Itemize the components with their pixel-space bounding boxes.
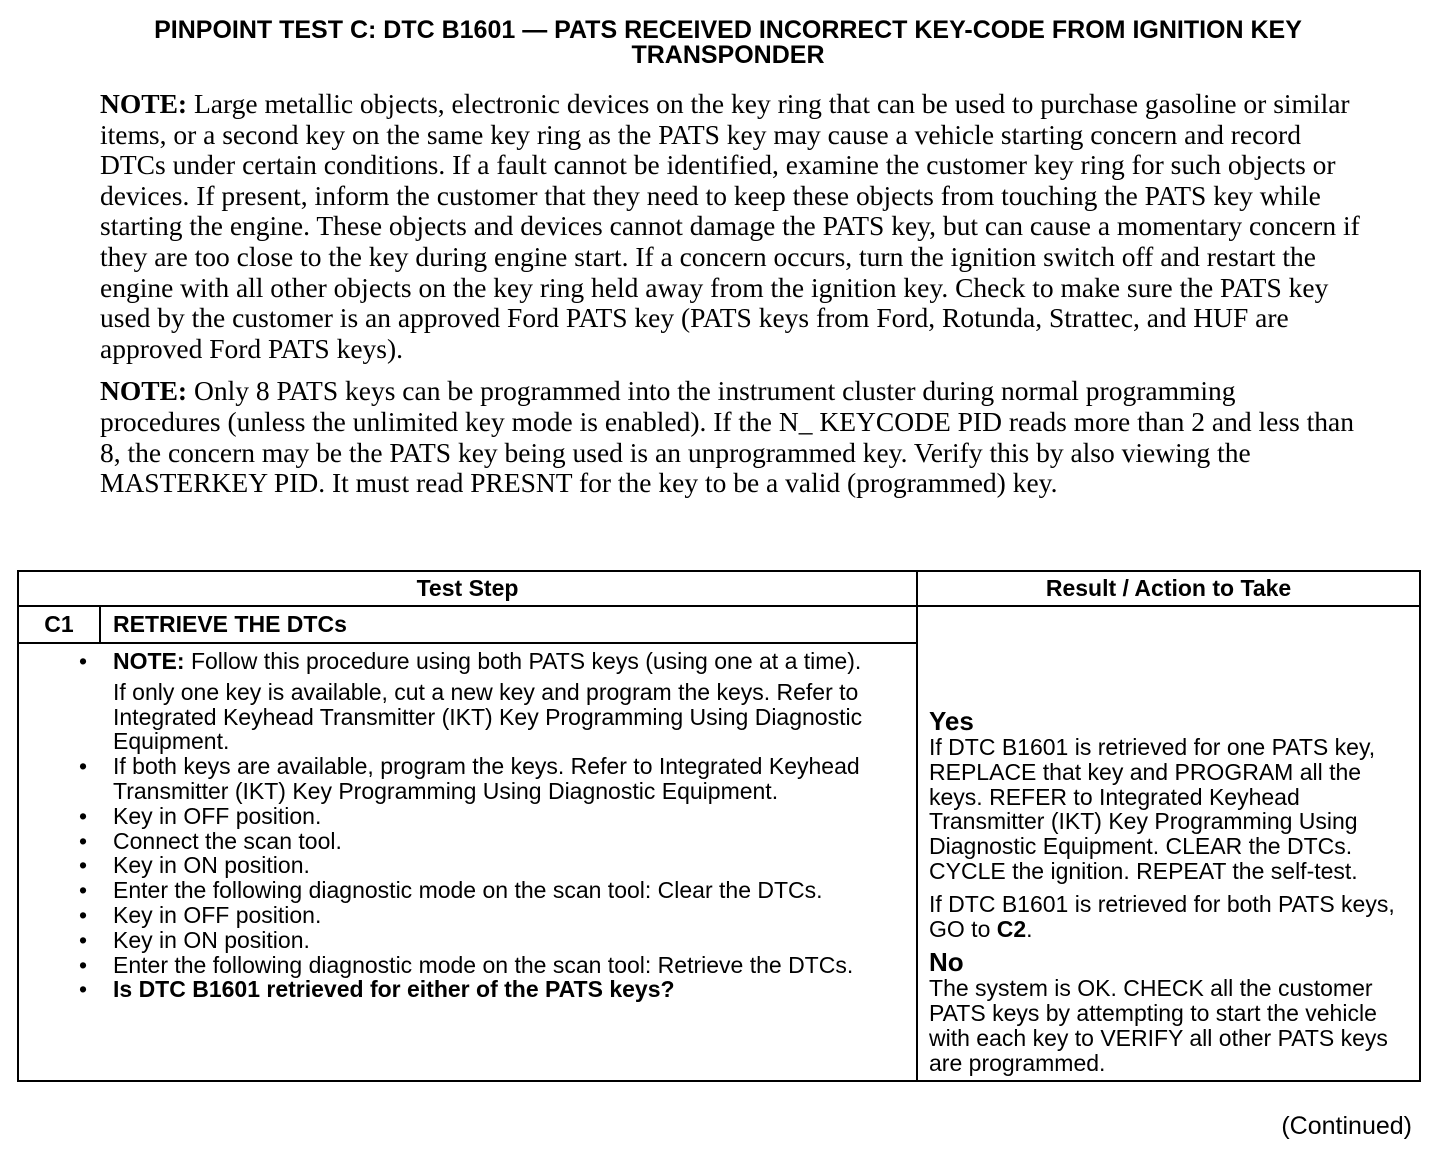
note-label: NOTE:: [100, 375, 188, 407]
procedure-question: Is DTC B1601 retrieved for either of the PATS keys?: [113, 976, 675, 1003]
step-title: RETRIEVE THE DTCs: [100, 606, 917, 643]
bullet-icon: •: [79, 877, 88, 904]
step-title-row: [18, 606, 1420, 643]
list-item: [79, 976, 896, 1003]
result-yes-label: Yes: [929, 706, 974, 736]
bullet-icon: •: [79, 901, 88, 928]
result-yes-both-text: If DTC B1601 is retrieved for both PATS keys, GO to: [929, 890, 1395, 942]
list-item: [79, 753, 896, 804]
header-test-step: Test Step: [18, 571, 917, 606]
list-item: [79, 926, 896, 953]
bullet-icon: •: [79, 951, 88, 978]
procedure-item-text: Enter the following diagnostic mode on the scan tool: Retrieve the DTCs.: [113, 951, 854, 978]
procedure-note-text: Follow this procedure using both PATS keys (using one at a time).: [184, 648, 862, 674]
list-item: [79, 901, 896, 928]
procedure-note-paragraph: If only one key is available, cut a new key and program the keys. Refer to Integrated Keyhead Transmitter (IKT) Key Programming Using Diagnostic Equipment.: [113, 678, 863, 755]
header-result-action: Result / Action to Take: [917, 571, 1420, 606]
procedure-item-text: Connect the scan tool.: [113, 827, 342, 854]
result-cell: [917, 606, 1420, 1081]
goto-step-c2-link[interactable]: C2: [996, 915, 1027, 942]
bullet-icon: •: [79, 827, 88, 854]
result-yes-both-end: .: [1026, 915, 1033, 942]
step-id: C1: [18, 606, 100, 643]
list-item: [79, 827, 896, 854]
result-yes-text: If DTC B1601 is retrieved for one PATS key, REPLACE that key and PROGRAM all the keys. REFER to Integrated Keyhead Transmitter (IKT) Key Programming Using Diagnostic Equipment. CLEAR the DTCs. CYCLE the ignition. REPEAT the self-test.: [929, 734, 1376, 884]
bullet-icon: •: [79, 976, 88, 1003]
list-item: [79, 852, 896, 879]
result-no-label: No: [929, 947, 964, 978]
page-title: [30, 18, 1426, 68]
page-title-line-2: TRANSPONDER: [631, 41, 825, 69]
list-item: [79, 951, 896, 978]
note-label: NOTE:: [100, 88, 188, 119]
list-item: [79, 648, 896, 755]
list-item: [79, 802, 896, 829]
procedure-item-text: Key in ON position.: [113, 926, 310, 953]
continued-label: (Continued): [1281, 1112, 1412, 1140]
note-key-limit: [100, 376, 1360, 498]
page-title-line-1: PINPOINT TEST C: DTC B1601 — PATS RECEIVED INCORRECT KEY-CODE FROM IGNITION KEY: [154, 16, 1302, 44]
procedure-item-text: Key in ON position.: [113, 852, 310, 879]
result-content: [918, 607, 1419, 1080]
test-step-table: [17, 570, 1421, 1082]
note-text: Large metallic objects, electronic devices on the key ring that can be used to purchase gasoline or similar items, or a second key on the same key ring as the PATS key may cause a vehicle starting concern and record DTCs under certain conditions. If a fault cannot be identified, examine the customer key ring for such objects or devices. If present, inform the customer that they need to keep these objects from touching the PATS key while starting the engine. These objects and devices cannot damage the PATS key, but can cause a momentary concern if they are too close to the key during engine start. If a concern occurs, turn the ignition switch off and restart the engine with all other objects on the key ring held away from the ignition key. Check to make sure the PATS key used by the customer is an approved Ford PATS key (PATS keys from Ford, Rotunda, Strattec, and HUF are approved Ford PATS keys).: [100, 88, 1360, 364]
result-no-text: The system is OK. CHECK all the customer PATS keys by attempting to start the vehicle with each key to VERIFY all other PATS keys are programmed.: [929, 975, 1388, 1076]
note-text: Only 8 PATS keys can be programmed into the instrument cluster during normal programming procedures (unless the unlimited key mode is enabled). If the N_ KEYCODE PID reads more than 2 and less than 8, the concern may be the PATS key being used is an unprogrammed key. Verify this by also viewing the MASTERKEY PID. It must read PRESNT for the key to be a valid (programmed) key.: [100, 375, 1354, 499]
procedure-item-text: Enter the following diagnostic mode on the scan tool: Clear the DTCs.: [113, 877, 823, 904]
result-yes-both: [929, 892, 1415, 942]
procedure-note-label: NOTE:: [113, 648, 185, 674]
note-key-ring: [100, 89, 1360, 364]
bullet-icon: •: [79, 802, 88, 829]
procedure-item-text: Key in OFF position.: [113, 802, 322, 829]
bullet-icon: •: [79, 852, 88, 879]
table-header-row: [18, 571, 1420, 606]
procedure-item-text: If both keys are available, program the keys. Refer to Integrated Keyhead Transmitter (IKT) Key Programming Using Diagnostic Equipment.: [113, 753, 860, 804]
bullet-icon: •: [79, 648, 88, 674]
bullet-icon: •: [79, 753, 88, 780]
notes-section: [100, 89, 1360, 511]
bullet-icon: •: [79, 926, 88, 953]
procedure-cell: [18, 643, 917, 1081]
procedure-list: [19, 644, 916, 1006]
list-item: [79, 877, 896, 904]
procedure-item-text: Key in OFF position.: [113, 901, 322, 928]
